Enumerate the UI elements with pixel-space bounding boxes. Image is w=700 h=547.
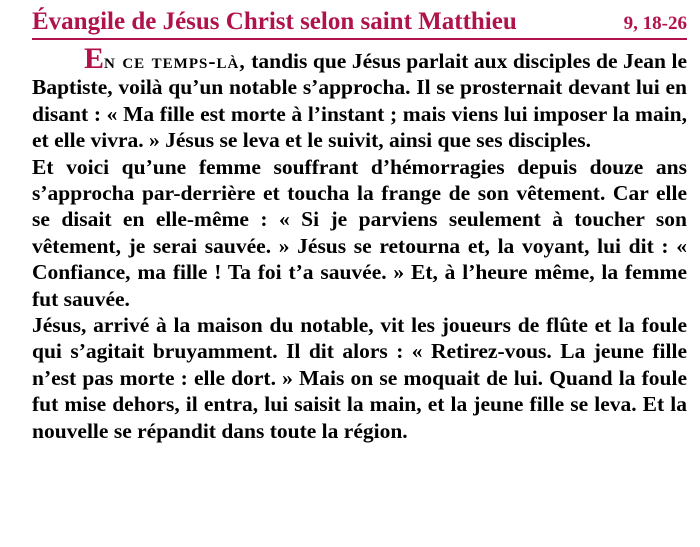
reading-header [32, 8, 687, 40]
gospel-reading [32, 8, 687, 444]
paragraph-1 [32, 42, 687, 154]
opening-words: n ce temps-là, [104, 49, 246, 73]
paragraph-3: Jésus, arrivé à la maison du notable, vit les joueurs de flûte et la foule qui s’agitait bruyamment. Il dit alors : « Retirez-vous. La jeune fille n’est pas morte : elle dort. » Mais on se moquait de lui. Quand la foule fut mise dehors, il entra, lui saisit la main, et la jeune fille se leva. Et la nouvelle se répandit dans toute la région. [32, 313, 687, 443]
scripture-reference: 9, 18-26 [623, 13, 687, 34]
paragraph-2: Et voici qu’une femme souffrant d’hémorragies depuis douze ans s’approcha par-derrière et toucha la frange de son vêtement. Car elle se disait en elle-même : « Si je parviens seulement à toucher son vêtement, je serai sauvée. » Jésus se retourna et, la voyant, lui dit : « Confiance, ma fille ! Ta foi t’a sauvée. » Et, à l’heure même, la femme fut sauvée. [32, 154, 687, 311]
paragraph-1-text: tandis que Jésus parlait aux disciples de Jean le Baptiste, voilà qu’un notable s’approcha. Il se prosternait devant lui en disant : « Ma fille est morte à l’instant ; mais viens lui imposer la main, et elle vivra. » Jésus se leva et le suivit, ainsi que ses disciples. [32, 49, 687, 153]
drop-cap: E [84, 42, 105, 75]
reading-title: Évangile de Jésus Christ selon saint Matthieu [32, 8, 517, 35]
